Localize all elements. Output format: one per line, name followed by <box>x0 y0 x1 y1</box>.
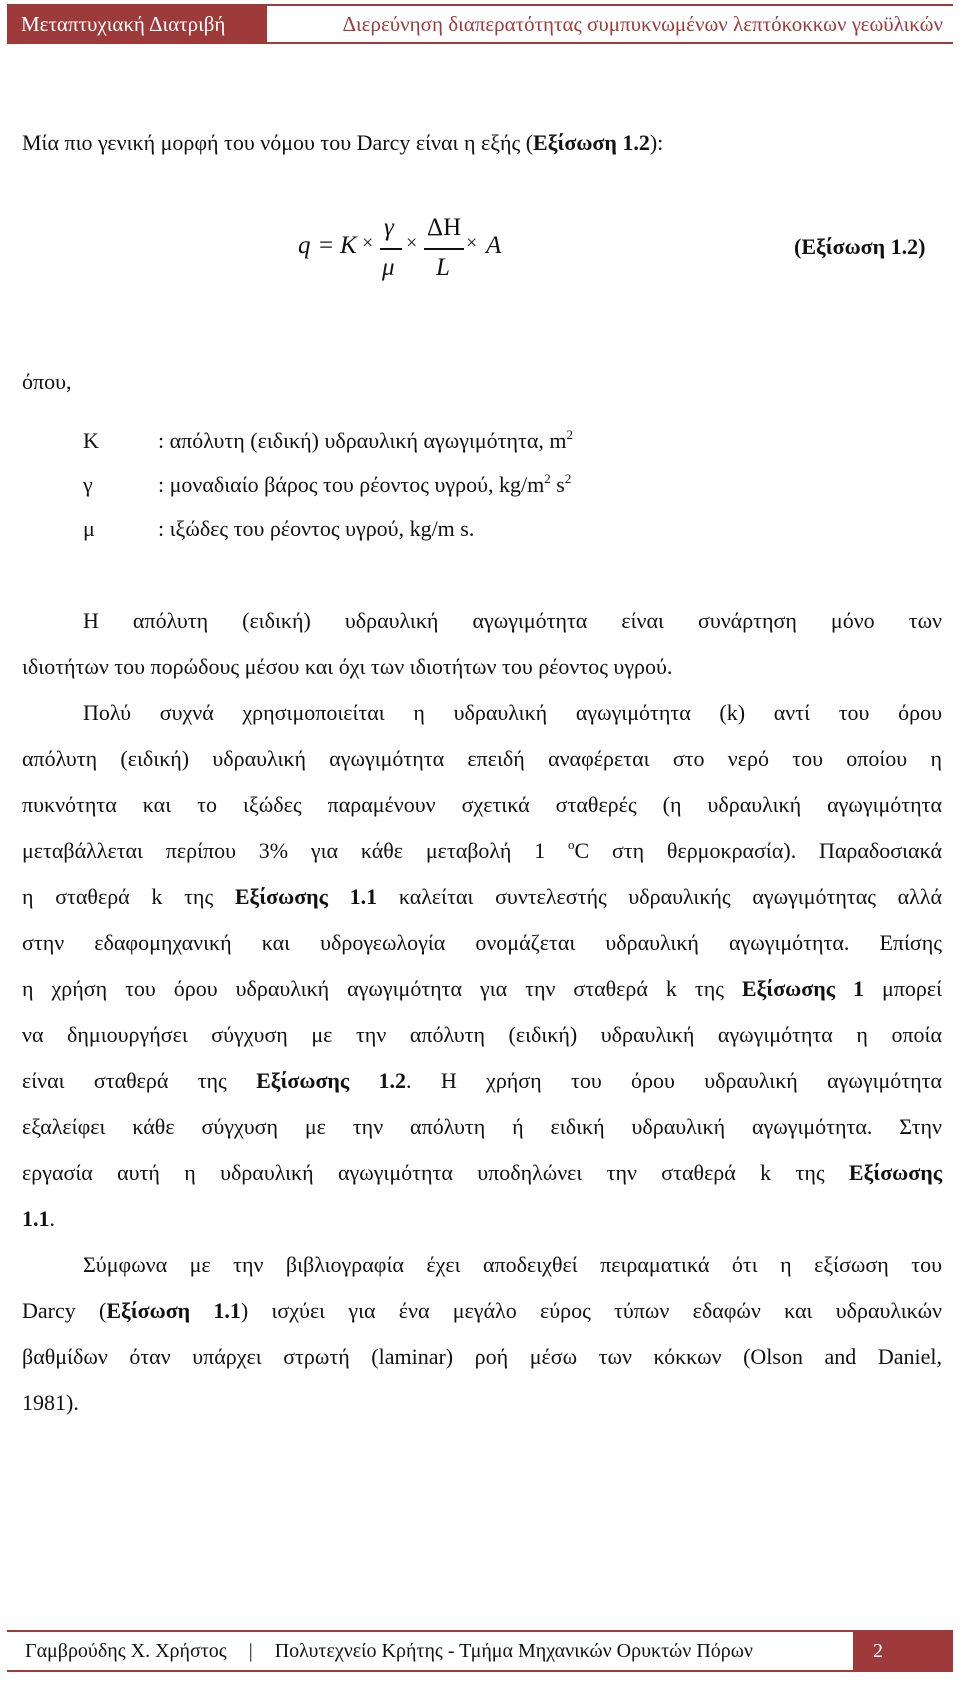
equation-reference: Εξίσωση 1.2 <box>533 130 650 155</box>
footer-author: Γαμβρούδης Χ. Χρήστος <box>25 1640 227 1662</box>
footer-institution: Πολυτεχνείο Κρήτης - Τμήμα Μηχανικών Ορυκτών Πόρων <box>274 1640 753 1662</box>
header-thesis-type: Μεταπτυχιακή Διατριβή <box>7 4 267 44</box>
page-header <box>7 4 953 44</box>
eq-equals: = <box>319 232 334 259</box>
eq-times-1: × <box>362 232 374 254</box>
eq-gamma: γ <box>384 214 394 241</box>
header-thesis-title: Διερεύνηση διαπερατότητας συμπυκνωμένων λεπτόκοκκων γεωϋλικών <box>267 4 953 44</box>
equation-label: (Εξίσωση 1.2) <box>794 234 926 259</box>
eq-K: K <box>340 232 357 259</box>
eq-L: L <box>436 254 450 281</box>
eq-times-3: × <box>466 232 478 254</box>
where-label: όπου, <box>22 369 72 394</box>
eq-fraction-bar-2 <box>424 248 464 250</box>
page-footer <box>7 1630 953 1672</box>
footer-info <box>7 1630 853 1672</box>
eq-A: A <box>486 232 502 259</box>
intro-line: Μία πιο γενική μορφή του νόμου του Darcy είναι η εξής (Εξίσωση 1.2): <box>22 130 664 155</box>
page-number: 2 <box>853 1630 953 1672</box>
eq-mu: μ <box>382 254 395 281</box>
eq-delta-h: ΔH <box>427 214 462 241</box>
eq-q: q <box>298 232 311 259</box>
eq-fraction-bar-1 <box>380 248 402 250</box>
footer-separator: | <box>248 1640 253 1662</box>
eq-times-2: × <box>406 232 418 254</box>
